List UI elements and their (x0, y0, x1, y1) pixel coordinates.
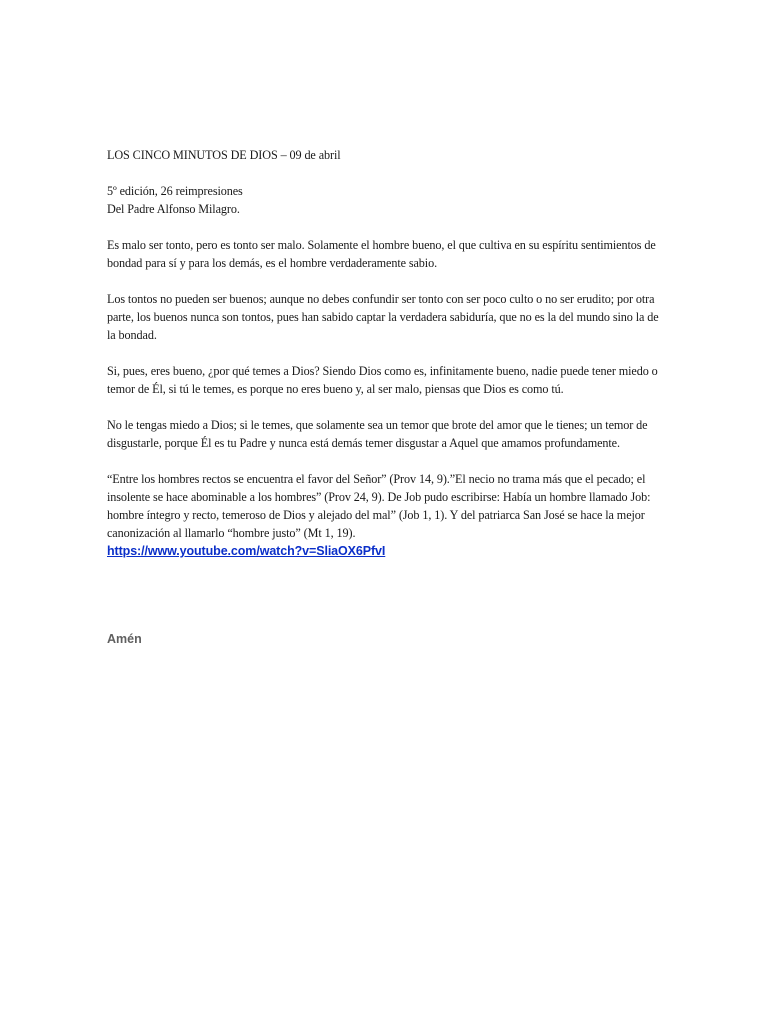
closing-amen: Amén (107, 632, 142, 646)
paragraph-3: Si, pues, eres bueno, ¿por qué temes a Dios? Siendo Dios como es, infinitamente bueno, nadie puede tener miedo o temor de Él, si tú le temes, es porque no eres bueno y, al ser malo, piensas que Dios es como tú. (107, 364, 658, 396)
document-title: LOS CINCO MINUTOS DE DIOS – 09 de abril (107, 148, 341, 162)
quote-paragraph: “Entre los hombres rectos se encuentra el favor del Señor” (Prov 14, 9).”El necio no trama más que el pecado; el insolente se hace abominable a los hombres” (Prov 24, 9). De Job pudo escribirse: Había un hombre llamado Job: hombre íntegro y recto, temeroso de Dios y alejado del mal” (Job 1, 1). Y del patriarca San José se hace la mejor canonización al llamarlo “hombre justo” (Mt 1, 19). (107, 472, 651, 540)
youtube-link[interactable]: https://www.youtube.com/watch?v=SliaOX6PfvI (107, 544, 386, 558)
paragraph-1: Es malo ser tonto, pero es tonto ser malo. Solamente el hombre bueno, el que cultiva en su espíritu sentimientos de bondad para sí y para los demás, es el hombre verdaderamente sabio. (107, 238, 656, 270)
paragraph-4: No le tengas miedo a Dios; si le temes, que solamente sea un temor que brote del amor que le tienes; un temor de disgustarle, porque Él es tu Padre y nunca está demás temer disgustar a Aquel que amamos profundamente. (107, 418, 648, 450)
document-body (107, 146, 667, 560)
edition-line: 5º edición, 26 reimpresiones (107, 184, 243, 198)
author-line: Del Padre Alfonso Milagro. (107, 202, 240, 216)
paragraph-2: Los tontos no pueden ser buenos; aunque no debes confundir ser tonto con ser poco culto o no ser erudito; por otra parte, los buenos nunca son tontos, pues han sabido captar la verdadera sabiduría, que no es la del mundo sino la de la bondad. (107, 292, 659, 342)
